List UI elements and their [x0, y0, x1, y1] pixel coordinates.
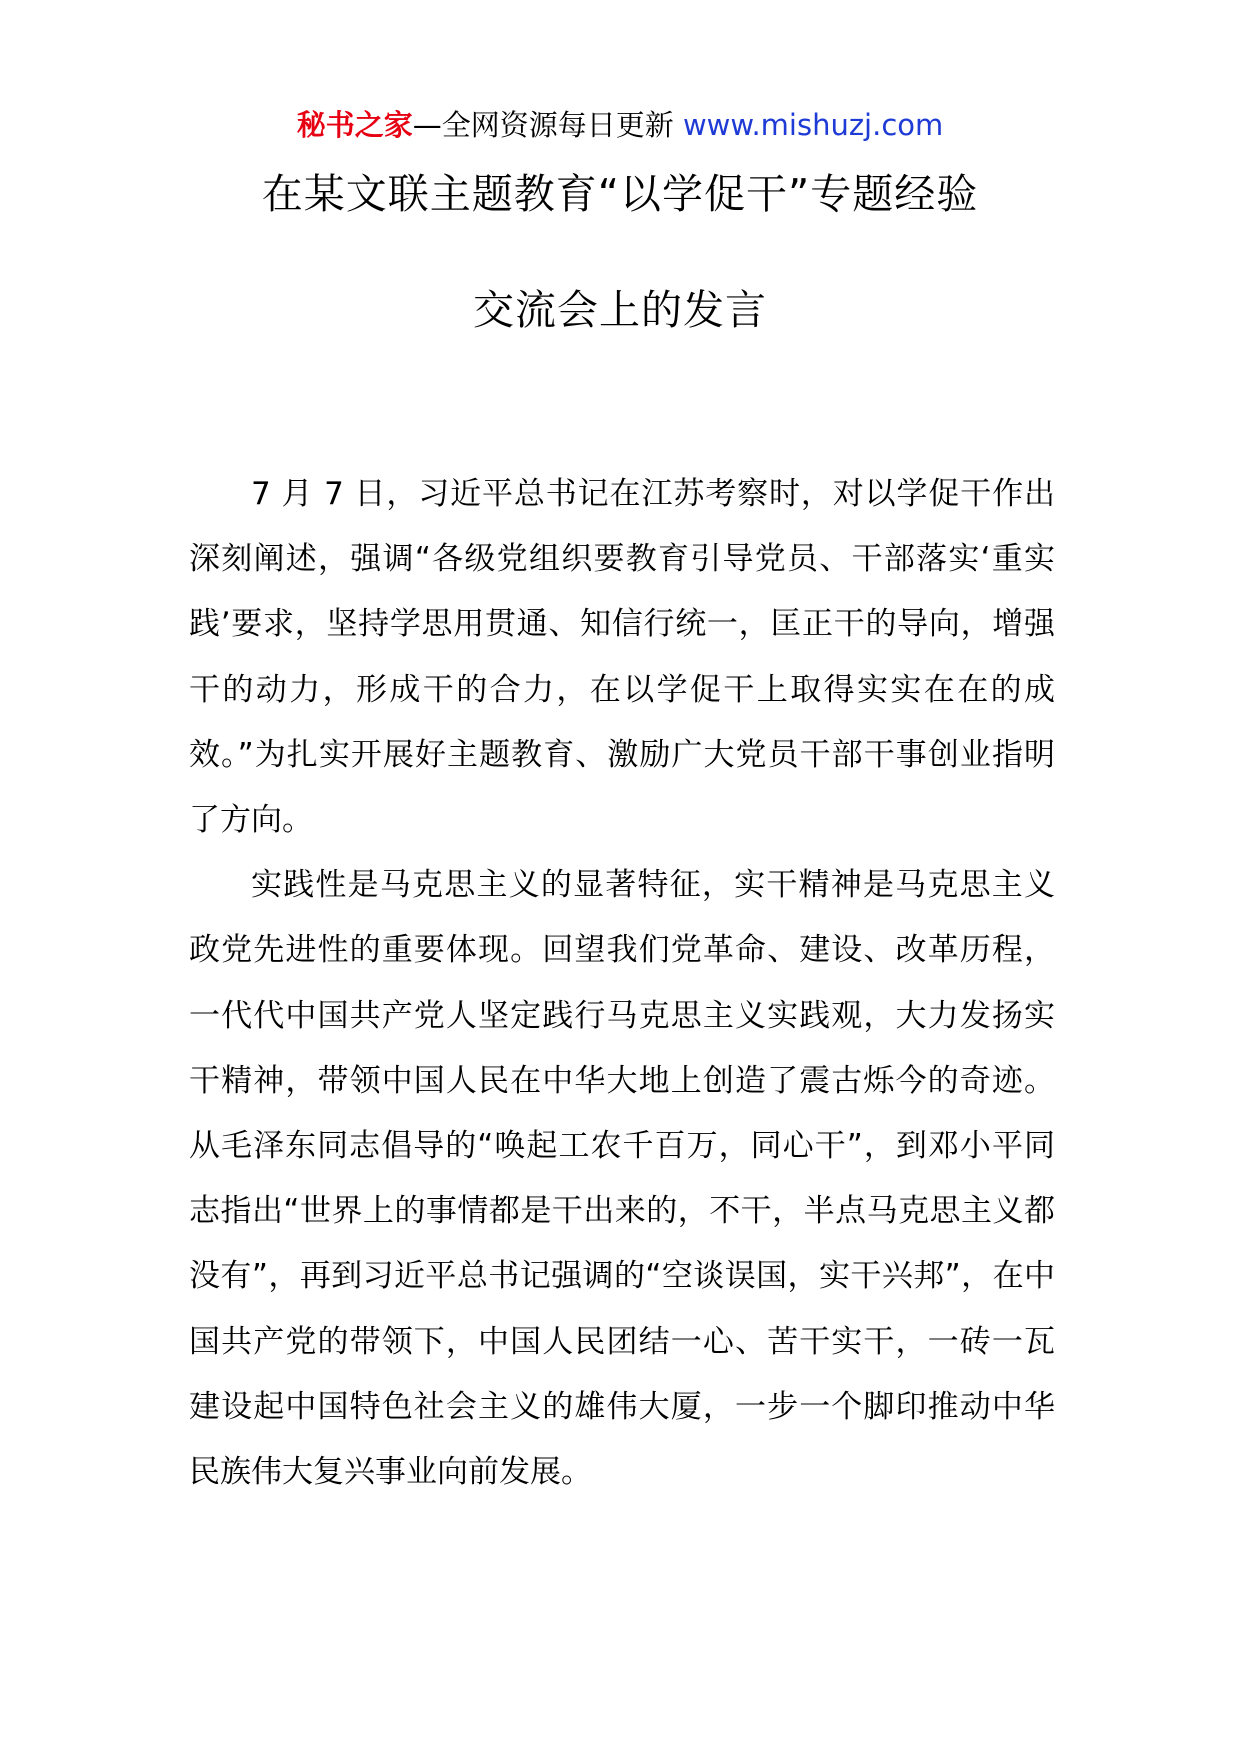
body-paragraph-1: 7 月 7 日，习近平总书记在江苏考察时，对以学促干作出深刻阐述，强调“各级党组织要教育引导党员、干部落实‘重实践’要求，坚持学思用贯通、知信行统一，匡正干的导向，增强干的动力，形成干的合力，在以学促干上取得实实在在的成效。”为扎实开展好主题教育、激励广大党员干部干事创业指明了方向。 — [189, 476, 1055, 839]
document-title-line-2: 交流会上的发言 — [473, 286, 767, 334]
body-paragraph-2: 实践性是马克思主义的显著特征，实干精神是马克思主义政党先进性的重要体现。回望我们党革命、建设、改革历程，一代代中国共产党人坚定践行马克思主义实践观，大力发扬实干精神，带领中国人民在中华大地上创造了震古烁今的奇迹。从毛泽东同志倡导的“唤起工农千百万，同心干”，到邓小平同志指出“世界上的事情都是干出来的，不干，半点马克思主义都没有”，再到习近平总书记强调的“空谈误国，实干兴邦”，在中国共产党的带领下，中国人民团结一心、苦干实干，一砖一瓦建设起中国特色社会主义的雄伟大厦，一步一个脚印推动中华民族伟大复兴事业向前发展。 — [189, 867, 1055, 1491]
site-header — [0, 98, 1240, 152]
brand-name: 秘书之家 — [296, 108, 413, 142]
document-title-line-1: 在某文联主题教育“以学促干”专题经验 — [261, 170, 979, 218]
document-body — [189, 462, 1055, 1505]
header-tagline: —全网资源每日更新 — [412, 108, 674, 142]
site-url-link[interactable]: www.mishuzj.com — [682, 108, 944, 142]
